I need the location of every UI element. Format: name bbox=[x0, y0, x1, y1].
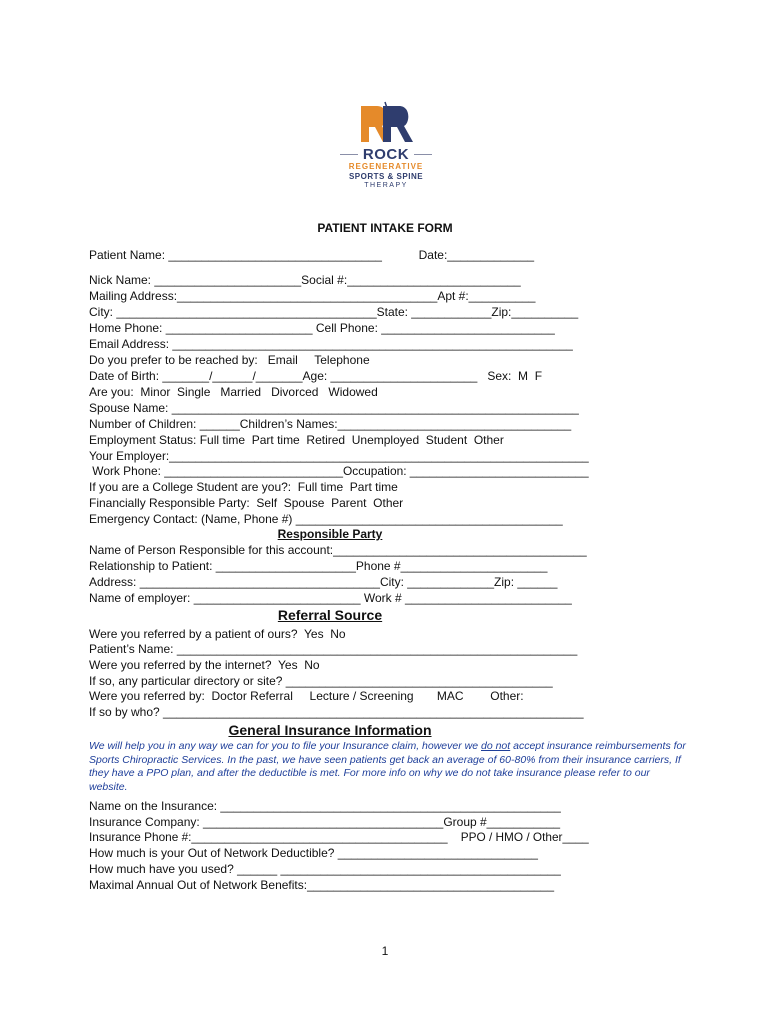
mailing-address-line[interactable]: Mailing Address:_______________________________________Apt #:__________ bbox=[89, 289, 536, 303]
relationship-line[interactable]: Relationship to Patient: _____________________Phone #______________________ bbox=[89, 559, 548, 573]
referred-by-internet-line[interactable]: Were you referred by the internet? Yes No bbox=[89, 658, 320, 672]
insurance-note: We will help you in any way we can for you to file your Insurance claim, however we do not accept insurance reimbursements for Sports Chiropractic Services. In the past, we have seen patients get back an average of 60-80% from their insurance carriers, If they have a PPO plan, and after the deductible is met. For more info on why we do not take insurance please refer to our website. bbox=[89, 740, 686, 793]
date-of-birth-line[interactable]: Date of Birth: _______/______/_______Age: ______________________ Sex: M F bbox=[89, 369, 543, 383]
employer-line[interactable]: Your Employer:________________________________________________________________ bbox=[89, 449, 589, 463]
nick-name-line[interactable]: Nick Name: ______________________Social #:__________________________ bbox=[89, 273, 521, 287]
maximal-benefits-line[interactable]: Maximal Annual Out of Network Benefits:_____________________________________ bbox=[89, 878, 555, 892]
form-title: PATIENT INTAKE FORM bbox=[317, 221, 453, 235]
referral-source-heading: Referral Source bbox=[277, 607, 383, 623]
logo-line-regenerative: REGENERATIVE bbox=[348, 162, 424, 171]
home-phone-line[interactable]: Home Phone: ______________________ Cell Phone: __________________________ bbox=[89, 321, 555, 335]
rr-logo-icon bbox=[357, 100, 415, 144]
spouse-name-line[interactable]: Spouse Name: _____________________________________________________________ bbox=[89, 401, 579, 415]
insurance-company-line[interactable]: Insurance Company: ____________________________________Group #___________ bbox=[89, 815, 561, 829]
responsible-party-heading: Responsible Party bbox=[277, 527, 383, 541]
page-number: 1 bbox=[381, 944, 389, 958]
patient-name-line[interactable]: Patient Name: ________________________________ Date:_____________ bbox=[89, 248, 535, 262]
logo-line-sports-spine: SPORTS & SPINE bbox=[348, 172, 424, 181]
employment-status-line[interactable]: Employment Status: Full time Part time Retired Unemployed Student Other bbox=[89, 433, 504, 447]
children-line[interactable]: Number of Children: ______Children’s Names:___________________________________ bbox=[89, 417, 572, 431]
financial-party-line[interactable]: Financially Responsible Party: Self Spouse Parent Other bbox=[89, 496, 404, 510]
referred-by-line[interactable]: Were you referred by: Doctor Referral Lecture / Screening MAC Other: bbox=[89, 689, 524, 703]
logo-line-therapy: THERAPY bbox=[364, 182, 408, 189]
city-line[interactable]: City: _______________________________________State: ____________Zip:__________ bbox=[89, 305, 579, 319]
patients-name-line[interactable]: Patient’s Name: ____________________________________________________________ bbox=[89, 642, 578, 656]
responsible-name-line[interactable]: Name of Person Responsible for this account:______________________________________ bbox=[89, 543, 587, 557]
directory-line[interactable]: If so, any particular directory or site? ________________________________________ bbox=[89, 674, 553, 688]
if-so-who-line[interactable]: If so by who? _______________________________________________________________ bbox=[89, 705, 584, 719]
name-of-employer-line[interactable]: Name of employer: _________________________ Work # _________________________ bbox=[89, 591, 572, 605]
deductible-line[interactable]: How much is your Out of Network Deductible? ______________________________ bbox=[89, 846, 538, 860]
work-phone-line[interactable]: Work Phone: ___________________________Occupation: ___________________________ bbox=[89, 464, 589, 478]
referred-by-patient-line[interactable]: Were you referred by a patient of ours? Yes No bbox=[89, 627, 346, 641]
contact-preference-line[interactable]: Do you prefer to be reached by: Email Telephone bbox=[89, 353, 370, 367]
marital-status-line[interactable]: Are you: Minor Single Married Divorced Widowed bbox=[89, 385, 378, 399]
email-line[interactable]: Email Address: ____________________________________________________________ bbox=[89, 337, 573, 351]
responsible-address-line[interactable]: Address: ____________________________________City: _____________Zip: ______ bbox=[89, 575, 558, 589]
logo-rule-left bbox=[340, 154, 358, 155]
clinic-logo bbox=[336, 96, 436, 200]
name-on-insurance-line[interactable]: Name on the Insurance: ___________________________________________________ bbox=[89, 799, 561, 813]
logo-rule-right bbox=[414, 154, 432, 155]
insurance-heading: General Insurance Information bbox=[228, 722, 432, 738]
amount-used-line[interactable]: How much have you used? ______ __________________________________________ bbox=[89, 862, 561, 876]
emergency-contact-line[interactable]: Emergency Contact: (Name, Phone #) ________________________________________ bbox=[89, 512, 563, 526]
insurance-phone-line[interactable]: Insurance Phone #:_______________________________________ PPO / HMO / Other____ bbox=[89, 830, 589, 844]
college-student-line[interactable]: If you are a College Student are you?: Full time Part time bbox=[89, 480, 398, 494]
logo-line-rock: ROCK bbox=[362, 146, 410, 163]
